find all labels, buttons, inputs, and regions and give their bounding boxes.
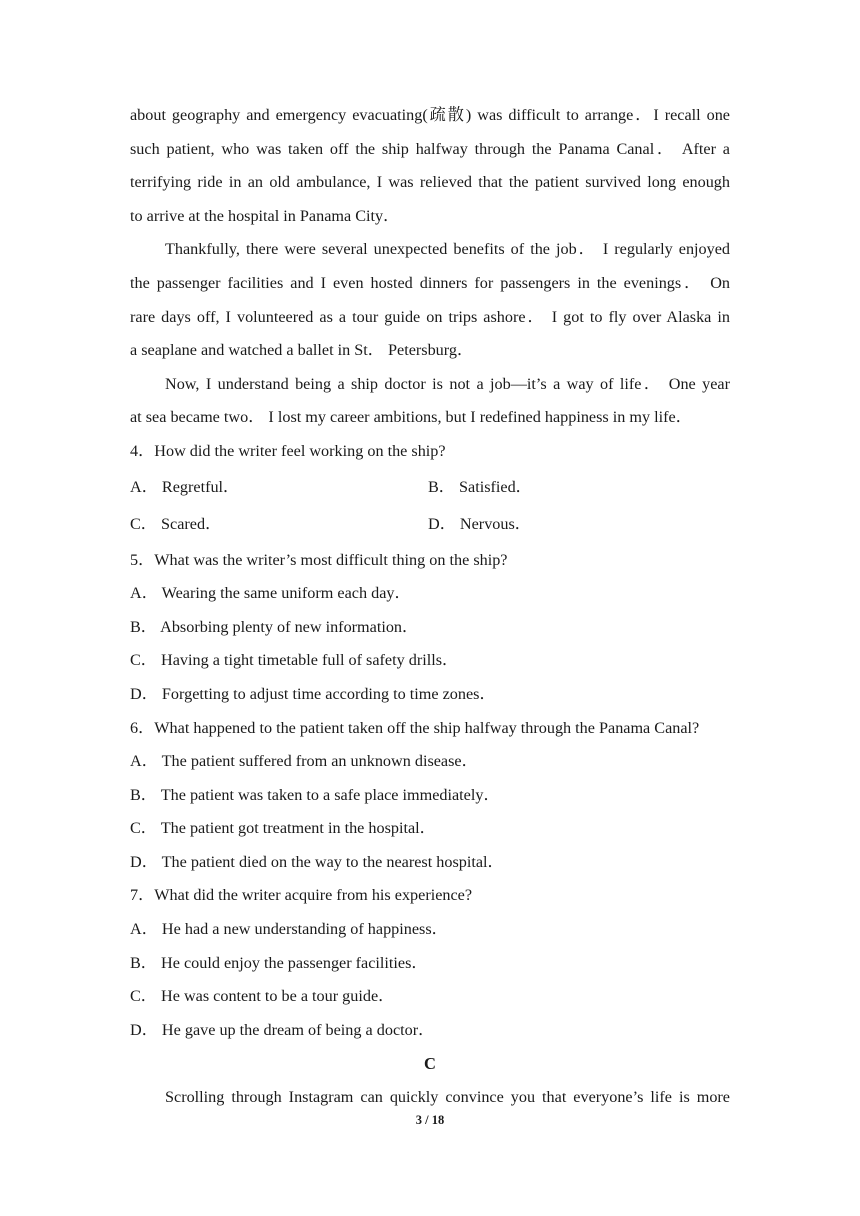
question-4 xyxy=(130,435,730,544)
option-c: C． Having a tight timetable full of safety drills． xyxy=(130,651,459,670)
page-number: 3 / 18 xyxy=(415,1113,445,1127)
paragraph-line: such patient, who was taken off the ship halfway through the Panama Canal． After a xyxy=(130,139,730,158)
paragraph-line: Now, I understand being a ship doctor is not a job—it’s a way of life． One year xyxy=(165,374,730,393)
option-b: B． He could enjoy the passenger facilities． xyxy=(130,953,428,972)
paragraph-line: Scrolling through Instagram can quickly convince you that everyone’s life is more xyxy=(165,1088,730,1107)
options-row xyxy=(130,469,730,507)
option-a: A． Regretful． xyxy=(130,477,240,496)
question-stem: 5．What was the writer’s most difficult thing on the ship? xyxy=(130,550,508,569)
section-heading: C xyxy=(424,1054,436,1074)
option-c: C． The patient got treatment in the hospital． xyxy=(130,819,436,838)
paragraph-line: Thankfully, there were several unexpected benefits of the job． I regularly enjoyed xyxy=(165,240,730,259)
option-b: B． Satisfied． xyxy=(428,477,532,496)
option-d: D． The patient died on the way to the nearest hospital． xyxy=(130,852,504,871)
question-6 xyxy=(130,712,730,880)
paragraph-line: terrifying ride in an old ambulance, I was relieved that the patient survived long enough xyxy=(130,173,730,192)
paragraph-line: to arrive at the hospital in Panama City． xyxy=(130,206,400,225)
paragraph-line: a seaplane and watched a ballet in St． Petersburg． xyxy=(130,341,474,360)
question-stem: 4．How did the writer feel working on the ship? xyxy=(130,441,446,460)
option-b: B． The patient was taken to a safe place immediately． xyxy=(130,785,500,804)
option-a: A． He had a new understanding of happiness． xyxy=(130,920,448,939)
passage-paragraph-1 xyxy=(130,99,730,233)
question-5 xyxy=(130,544,730,712)
option-b: B． Absorbing plenty of new information． xyxy=(130,617,419,636)
paragraph-line: at sea became two． I lost my career ambitions, but I redefined happiness in my life． xyxy=(130,408,692,427)
passage-paragraph-2 xyxy=(130,233,730,367)
paragraph-line: the passenger facilities and I even hosted dinners for passengers in the evenings． On xyxy=(130,273,730,292)
question-stem: 7．What did the writer acquire from his experience? xyxy=(130,886,473,905)
passage-paragraph-3 xyxy=(130,368,730,435)
paragraph-line: about geography and emergency evacuating(疏散) was difficult to arrange．I recall one xyxy=(130,106,730,124)
option-c: C． Scared． xyxy=(130,515,222,534)
option-d: D． Nervous． xyxy=(428,515,531,534)
option-d: D． Forgetting to adjust time according to time zones． xyxy=(130,684,496,703)
option-a: A． Wearing the same uniform each day． xyxy=(130,584,411,603)
options-row xyxy=(130,506,730,544)
option-a: A． The patient suffered from an unknown disease． xyxy=(130,752,478,771)
option-c: C． He was content to be a tour guide． xyxy=(130,987,395,1006)
question-stem: 6．What happened to the patient taken off the ship halfway through the Panama Canal? xyxy=(130,718,700,737)
document-page xyxy=(130,99,730,1115)
question-7 xyxy=(130,879,730,1047)
paragraph-line: rare days off, I volunteered as a tour guide on trips ashore． I got to fly over Alaska in xyxy=(130,307,730,326)
option-d: D． He gave up the dream of being a doctor． xyxy=(130,1020,435,1039)
